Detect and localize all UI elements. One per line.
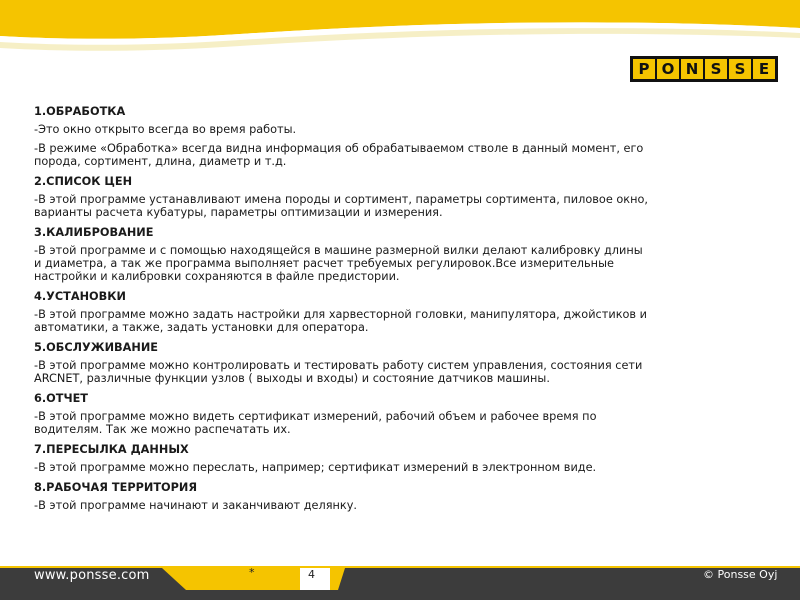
page-number: 4 <box>308 568 315 581</box>
paragraph-line: -В этой программе можно видеть сертификат измерений, рабочий объем и рабочее время по <box>34 410 597 423</box>
section-paragraph <box>34 244 764 283</box>
ponsse-logo <box>630 56 778 82</box>
section-paragraph <box>34 142 764 168</box>
section-paragraph <box>34 499 764 512</box>
paragraph-line: -В этой программе можно задать настройки для харвесторной головки, манипулятора, джойстиков и <box>34 308 648 321</box>
copyright: © Ponsse Oyj <box>703 568 778 581</box>
section-heading: 1.ОБРАБОТКА <box>34 105 126 118</box>
paragraph-line: порода, сортимент, длина, диаметр и т.д. <box>34 155 287 168</box>
section-heading: 6.ОТЧЕТ <box>34 392 89 405</box>
logo-letter: P <box>633 59 655 79</box>
paragraph-line: и диаметра, а так же программа выполняет расчет требуемых регулировок.Все измерительные <box>34 257 614 270</box>
section-paragraph <box>34 461 764 474</box>
section-paragraph <box>34 308 764 334</box>
section-paragraph <box>34 123 764 136</box>
paragraph-line: -В этой программе начинают и заканчивают делянку. <box>34 499 357 512</box>
section-heading: 3.КАЛИБРОВАНИЕ <box>34 226 154 239</box>
paragraph-line: автоматики, а также, задать установки для оператора. <box>34 321 369 334</box>
paragraph-line: водителям. Так же можно распечатать их. <box>34 423 291 436</box>
footer-star: * <box>249 566 255 579</box>
paragraph-line: настройки и калибровки сохраняются в файле предистории. <box>34 270 400 283</box>
section-paragraph <box>34 193 764 219</box>
logo-letter: N <box>681 59 703 79</box>
section-heading: 8.РАБОЧАЯ ТЕРРИТОРИЯ <box>34 481 198 494</box>
logo-letter: S <box>705 59 727 79</box>
section-heading: 7.ПЕРЕСЫЛКА ДАННЫХ <box>34 443 189 456</box>
logo-letter: E <box>753 59 775 79</box>
logo-letter: S <box>729 59 751 79</box>
section-paragraph <box>34 359 764 385</box>
section-heading: 5.ОБСЛУЖИВАНИЕ <box>34 341 159 354</box>
paragraph-line: ARCNET, различные функции узлов ( выходы и входы) и состояние датчиков машины. <box>34 372 550 385</box>
paragraph-line: -В этой программе можно переслать, например; сертификат измерений в электронном виде. <box>34 461 597 474</box>
section-heading: 4.УСТАНОВКИ <box>34 290 126 303</box>
paragraph-line: -В этой программе и с помощью находящейся в машине размерной вилки делают калибровку длины <box>34 244 643 257</box>
paragraph-line: варианты расчета кубатуры, параметры оптимизации и измерения. <box>34 206 443 219</box>
section-paragraph <box>34 410 764 436</box>
paragraph-line: -В этой программе устанавливают имена породы и сортимент, параметры сортимента, пиловое окно, <box>34 193 648 206</box>
header-decoration <box>0 0 800 100</box>
logo-letter: O <box>657 59 679 79</box>
main-content <box>34 104 764 518</box>
footer-website-link[interactable]: www.ponsse.com <box>34 568 150 583</box>
section-heading: 2.СПИСОК ЦЕН <box>34 175 133 188</box>
paragraph-line: -В режиме «Обработка» всегда видна информация об обрабатываемом стволе в данный момент, его <box>34 142 644 155</box>
paragraph-line: -Это окно открыто всегда во время работы. <box>34 123 297 136</box>
paragraph-line: -В этой программе можно контролировать и тестировать работу систем управления, состояния сети <box>34 359 643 372</box>
